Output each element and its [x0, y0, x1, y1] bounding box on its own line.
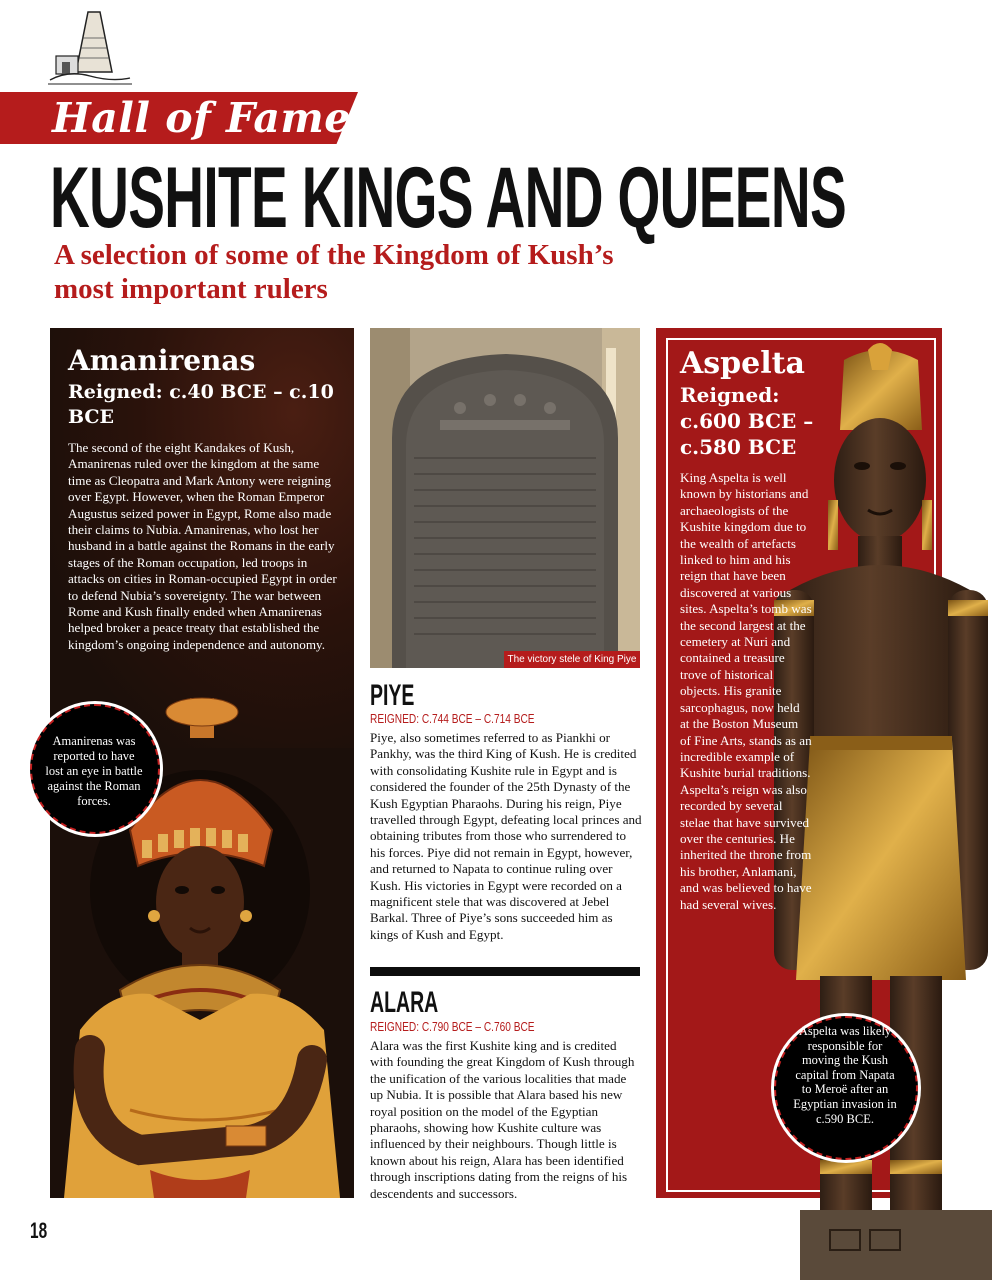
- aspelta-callout-text: Aspelta was likely responsible for moving the Kush capital from Napata to Meroë after an Egyptian invasion in c.590 BCE.: [793, 1024, 897, 1126]
- alara-body: Alara was the first Kushite king and is credited with founding the great Kingdom of Kush through the unification of the various localities that made up Nubia. It is possible that Alara based his new royal position on the model of the Egyptian pharaohs, showing how Kushite culture was influenced by their neighbours. Though little is known about his reign, Alara has been identified through inscriptions dating from the reigns of his descendents and successors.: [370, 1038, 635, 1201]
- amanirenas-body: The second of the eight Kandakes of Kush, Amanirenas ruled over the kingdom at the same time as Cleopatra and Mark Antony were reigning over Egypt. However, when the Roman Emperor Augustus seized power in Egypt, Rome also made their claims to Nubia. Amanirenas, who lost her husband in a battle against the Romans in the early stages of the Roman occupation, led troops in attacks on cities in Roman-occupied Egypt in order to defend Nubia’s sovereignty. The war between Rome and Kush finally ended when Amanirenas helped broker a peace treaty that established the kingdom’s ongoing independence and autonomy.: [68, 440, 337, 652]
- page-subtitle: A selection of some of the Kingdom of Kush’s most important rulers: [54, 239, 614, 305]
- piye-heading: PIYE: [370, 679, 415, 712]
- page-title: KUSHITE KINGS AND QUEENS: [50, 150, 847, 246]
- stele-caption: The victory stele of King Piye: [504, 651, 640, 668]
- alara-reign: REIGNED: C.790 BCE – C.760 BCE: [370, 1019, 535, 1034]
- piye-reign: REIGNED: C.744 BCE – C.714 BCE: [370, 711, 535, 726]
- page-number: 18: [30, 1218, 48, 1243]
- amanirenas-callout-text: Amanirenas was reported to have lost an eye in battle against the Roman forces.: [45, 734, 143, 808]
- section-divider: [370, 967, 640, 976]
- pyramid-illustration: [48, 8, 132, 86]
- amanirenas-heading: Amanirenas: [68, 344, 256, 377]
- aspelta-heading: Aspelta: [680, 346, 805, 381]
- victory-stele-photo: [370, 328, 640, 668]
- alara-heading: ALARA: [370, 986, 439, 1019]
- piye-body: Piye, also sometimes referred to as Piankhi or Pankhy, was the third King of Kush. He is credited with consolidating Kushite rule in Egypt and is considered the founder of the 25th Dynasty of the Kush Egyptian Pharaohs. During his reign, Piye travelled through Egypt, defeating local princes and obtaining tributes from those who surrendered to his forces. Piye did not remain in Egypt, however, and returned to Napata to continue ruling over Kush. His victories in Egypt were recorded on a magnificent stele that was discovered at Jebel Barkal. Three of Piye’s sons succeeded him as kings of Kush and Egypt.: [370, 730, 642, 942]
- aspelta-body: King Aspelta is well known by historians and archaeologists of the Kushite kingdom due to the wealth of artefacts linked to him and his reign that have been discovered at various sites. Aspelta’s tomb was the second largest at the cemetery at Nuri and contained a treasure trove of historical objects. His granite sarcophagus, now held at the Boston Museum of Fine Arts, stands as an incredible example of Kushite burial traditions. Aspelta’s reign was also recorded by several stelae that have survived over the centuries. He inherited the throne from his brother, Anlamani, and was believed to have had several wives.: [680, 470, 812, 912]
- amanirenas-reign: Reigned: c.40 BCE – c.10 BCE: [68, 381, 334, 428]
- hall-of-fame-label: Hall of Fame: [52, 94, 351, 142]
- aspelta-reign: Reigned: c.600 BCE – c.580 BCE: [680, 383, 814, 459]
